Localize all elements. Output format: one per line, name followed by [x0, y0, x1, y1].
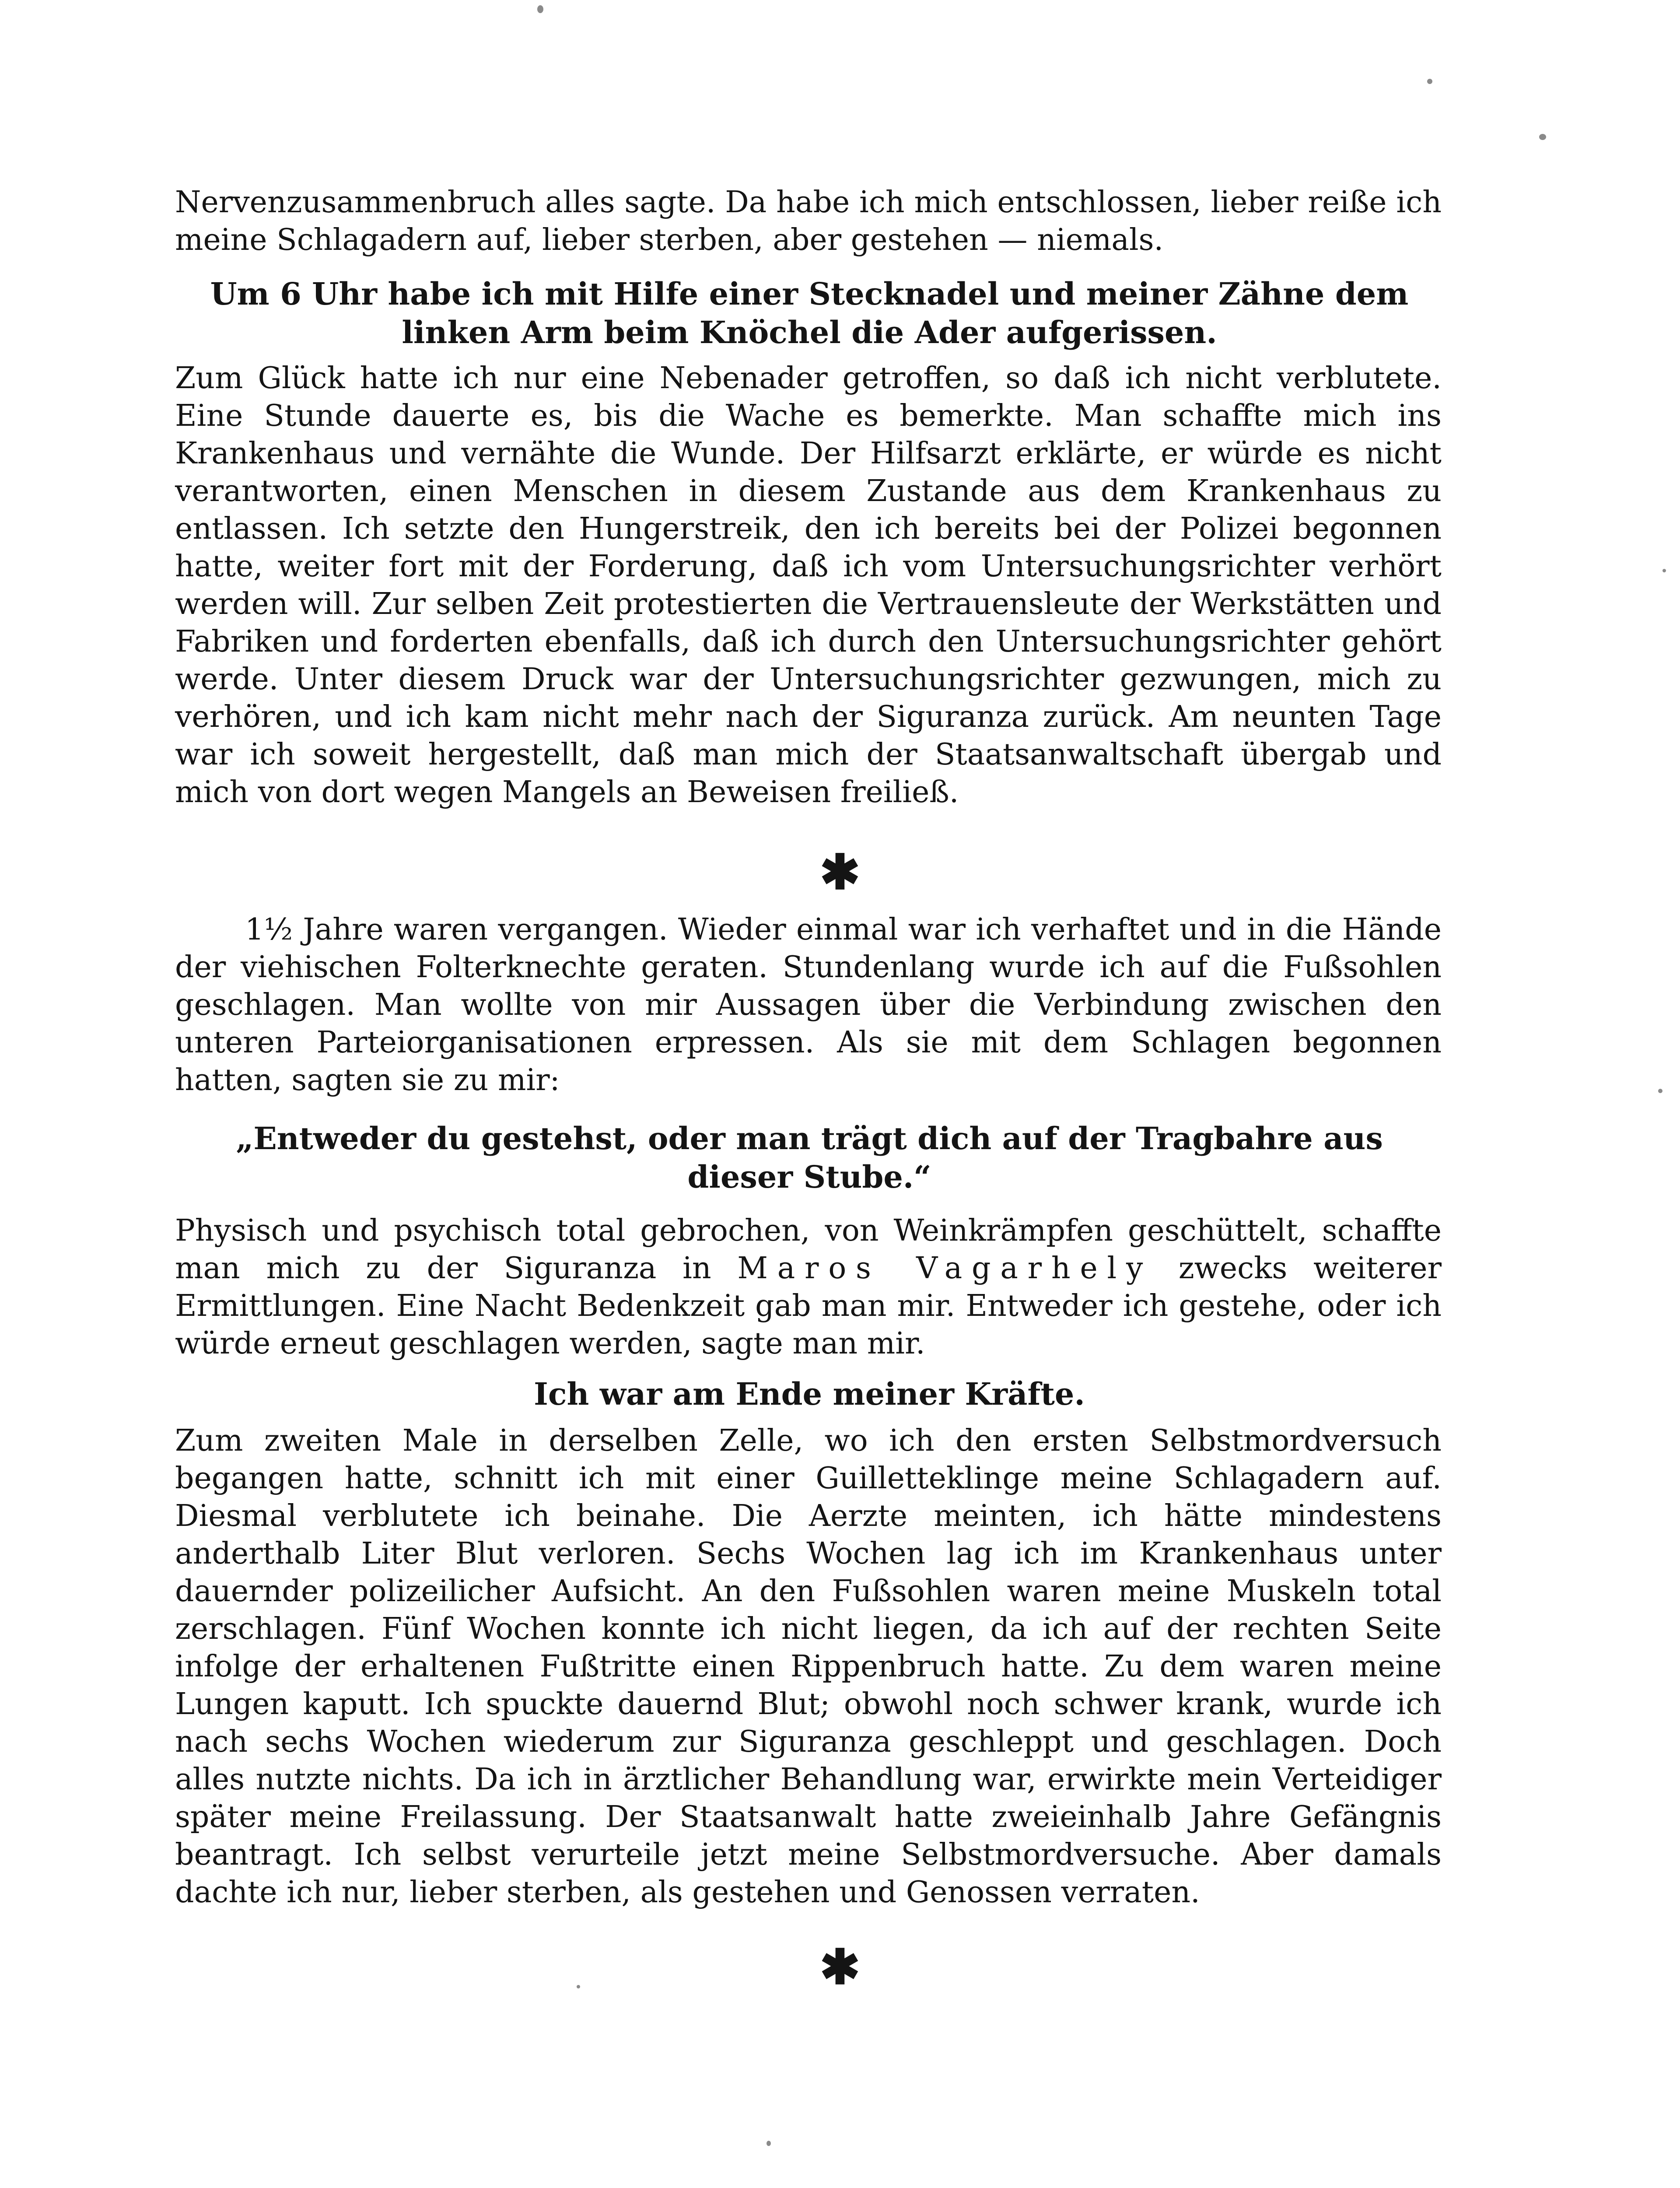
- print-speck: [537, 5, 543, 13]
- section-separator-asterisk: ✱: [819, 844, 861, 900]
- print-speck: [766, 2141, 771, 2146]
- bold-statement-stecknadel: Um 6 Uhr habe ich mit Hilfe einer Stecknadel und meiner Zähne dem linken Arm beim Knöchel die Ader aufgerissen.: [210, 276, 1409, 351]
- bold-statement-ende-kraefte: Ich war am Ende meiner Kräfte.: [534, 1376, 1085, 1412]
- paragraph-nebenader: Zum Glück hatte ich nur eine Nebenader getroffen, so daß ich nicht verblutete. Eine Stunde dauerte es, bis die Wache es bemerkte. Man schaffte mich ins Krankenhaus und vernähte die Wunde. Der Hilfsarzt erklärte, er würde es nicht verantworten, einen Menschen in diesem Zustande aus dem Krankenhaus zu entlassen. Ich setzte den Hungerstreik, den ich bereits bei der Polizei begonnen hatte, weiter fort mit der Forderung, daß ich vom Untersuchungsrichter verhört werden will. Zur selben Zeit protestierten die Vertrauensleute der Werkstätten und Fabriken und forderten ebenfalls, daß ich durch den Untersuchungsrichter gehört werde. Unter diesem Druck war der Untersuchungsrichter gezwungen, mich zu verhören, und ich kam nicht mehr nach der Siguranza zurück. Am neunten Tage war ich soweit hergestellt, daß man mich der Staatsanwaltschaft übergab und mich von dort wegen Mangels an Beweisen freiließ.: [175, 361, 1442, 810]
- paragraph-physisch-part1: Physisch und psychisch total gebrochen, von Weinkrämpfen geschüttelt, schaffte man mich zu der Siguranza in: [175, 1213, 1442, 1286]
- print-speck: [1658, 1089, 1662, 1093]
- print-speck: [577, 1985, 580, 1988]
- print-speck: [1539, 134, 1546, 140]
- place-name-maros-vagarhely: Maros Vagarhely: [737, 1251, 1153, 1286]
- paragraph-nervenzusammenbruch: Nervenzusammenbruch alles sagte. Da habe ich mich entschlossen, lieber reiße ich meine Schlagadern auf, lieber sterben, aber gestehen — niemals.: [175, 185, 1442, 257]
- section-separator-asterisk-end: ✱: [819, 1939, 861, 1995]
- paragraph-zweiten-male: Zum zweiten Male in derselben Zelle, wo ich den ersten Selbstmordversuch begangen hatte, schnitt ich mit einer Guilletteklinge meine Schlagadern auf. Diesmal verblutete ich beinahe. Die Aerzte meinten, ich hätte mindestens anderthalb Liter Blut verloren. Sechs Wochen lag ich im Krankenhaus unter dauernder polizeilicher Aufsicht. An den Fußsohlen waren meine Muskeln total zerschlagen. Fünf Wochen konnte ich nicht liegen, da ich auf der rechten Seite infolge der erhaltenen Fußtritte einen Rippenbruch hatte. Zu dem waren meine Lungen kaputt. Ich spuckte dauernd Blut; obwohl noch schwer krank, wurde ich nach sechs Wochen wiederum zur Siguranza geschleppt und geschlagen. Doch alles nutzte nichts. Da ich in ärztlicher Behandlung war, erwirkte mein Verteidiger später meine Freilassung. Der Staatsanwalt hatte zweieinhalb Jahre Gefängnis beantragt. Ich selbst verurteile jetzt meine Selbstmordversuche. Aber damals dachte ich nur, lieber sterben, als gestehen und Genossen verraten.: [175, 1424, 1442, 1910]
- print-speck: [1662, 569, 1666, 572]
- paragraph-physisch-gebrochen: [175, 1212, 1442, 1363]
- paragraph-physisch-part2: zwecks weiterer Ermittlungen. Eine Nacht Bedenkzeit gab man mir. Entweder ich gestehe, oder ich würde erneut geschlagen werden, sagte man mir.: [175, 1251, 1442, 1361]
- print-speck: [1427, 79, 1432, 84]
- paragraph-jahre-vergangen: 1½ Jahre waren vergangen. Wieder einmal war ich verhaftet und in die Hände der viehischen Folterknechte geraten. Stundenlang wurde ich auf die Fußsohlen geschlagen. Man wollte von mir Aussagen über die Verbindung zwischen den unteren Parteiorganisationen erpressen. Als sie mit dem Schlagen begonnen hatten, sagten sie zu mir:: [175, 912, 1442, 1098]
- quote-tragbahre: „Entweder du gestehst, oder man trägt dich auf der Tragbahre aus dieser Stube.“: [236, 1120, 1383, 1195]
